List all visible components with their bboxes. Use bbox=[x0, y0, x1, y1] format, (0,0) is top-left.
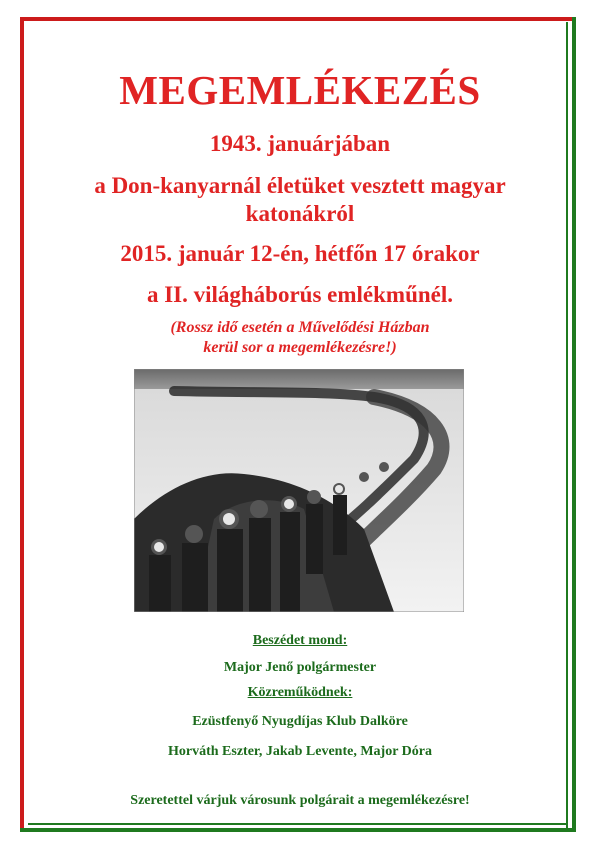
speech-heading: Beszédet mond: bbox=[252, 633, 348, 648]
marching-soldiers-photo bbox=[134, 369, 464, 612]
event-location: a II. világháborús emlékműnél. bbox=[146, 282, 454, 307]
subject-line-1: a Don-kanyarnál életüket vesztett magyar bbox=[94, 173, 506, 198]
subject-line-2: katonákról bbox=[245, 201, 355, 226]
contributor-people: Horváth Eszter, Jakab Levente, Major Dóra bbox=[167, 744, 433, 759]
weather-note-line-2: kerül sor a megemlékezésre!) bbox=[203, 339, 397, 356]
frame-bottom-border bbox=[20, 828, 576, 832]
contributors-heading: Közreműködnek: bbox=[247, 685, 353, 700]
frame-top-border bbox=[20, 17, 575, 21]
closing-invitation: Szeretettel várjuk városunk polgárait a megemlékezésre! bbox=[130, 793, 470, 808]
weather-note-line-1: (Rossz idő esetén a Művelődési Házban bbox=[170, 319, 430, 336]
date-line: 1943. januárjában bbox=[209, 131, 391, 156]
event-time: 2015. január 12-én, hétfőn 17 órakor bbox=[120, 241, 480, 266]
speaker-name: Major Jenő polgármester bbox=[223, 660, 377, 675]
frame-inner-bottom-line bbox=[28, 823, 568, 825]
poster-title: MEGEMLÉKEZÉS bbox=[119, 67, 481, 113]
contributor-group: Ezüstfenyő Nyugdíjas Klub Dalköre bbox=[192, 714, 408, 729]
